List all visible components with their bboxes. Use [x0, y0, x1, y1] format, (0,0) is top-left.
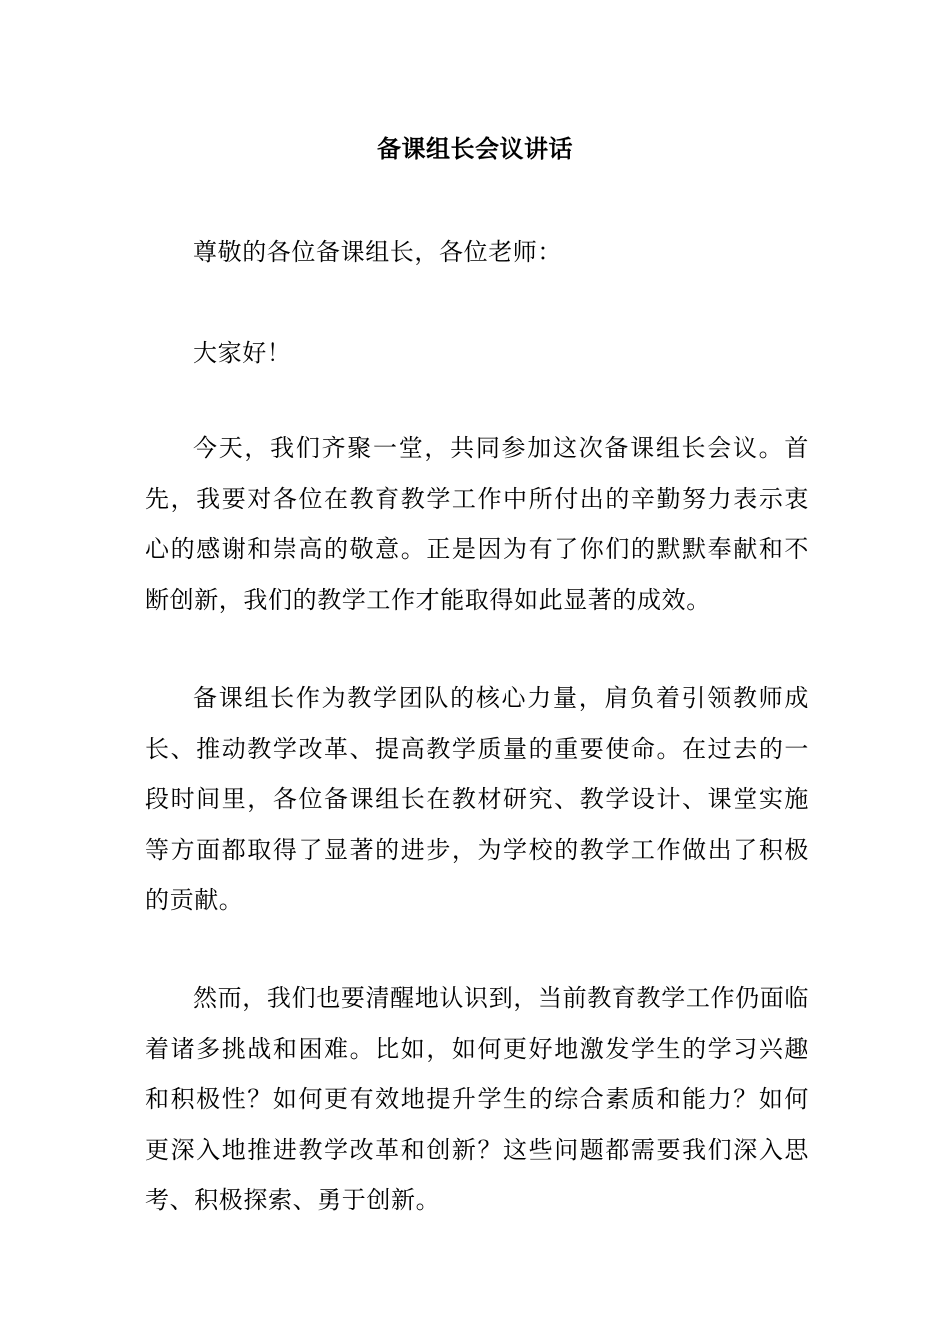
salutation-line: 尊敬的各位备课组长，各位老师： [193, 238, 562, 266]
greeting-line: 大家好！ [193, 339, 292, 367]
body-paragraph-3: 然而，我们也要清醒地认识到，当前教育教学工作仍面临着诸多挑战和困难。比如，如何更好地激发学生的学习兴趣和积极性？如何更有效地提升学生的综合素质和能力？如何更深入地推进教学改革和创新？这些问题都需要我们深入思考、积极探索、勇于创新。 [145, 984, 809, 1214]
body-paragraph-1: 今天，我们齐聚一堂，共同参加这次备课组长会议。首先，我要对各位在教育教学工作中所付出的辛勤努力表示衷心的感谢和崇高的敬意。正是因为有了你们的默默奉献和不断创新，我们的教学工作才能取得如此显著的成效。 [145, 434, 809, 614]
body-paragraph-2: 备课组长作为教学团队的核心力量，肩负着引领教师成长、推动教学改革、提高教学质量的重要使命。在过去的一段时间里，各位备课组长在教材研究、教学设计、课堂实施等方面都取得了显著的进步，为学校的教学工作做出了积极的贡献。 [145, 684, 809, 914]
document-title: 备课组长会议讲话 [377, 134, 573, 163]
